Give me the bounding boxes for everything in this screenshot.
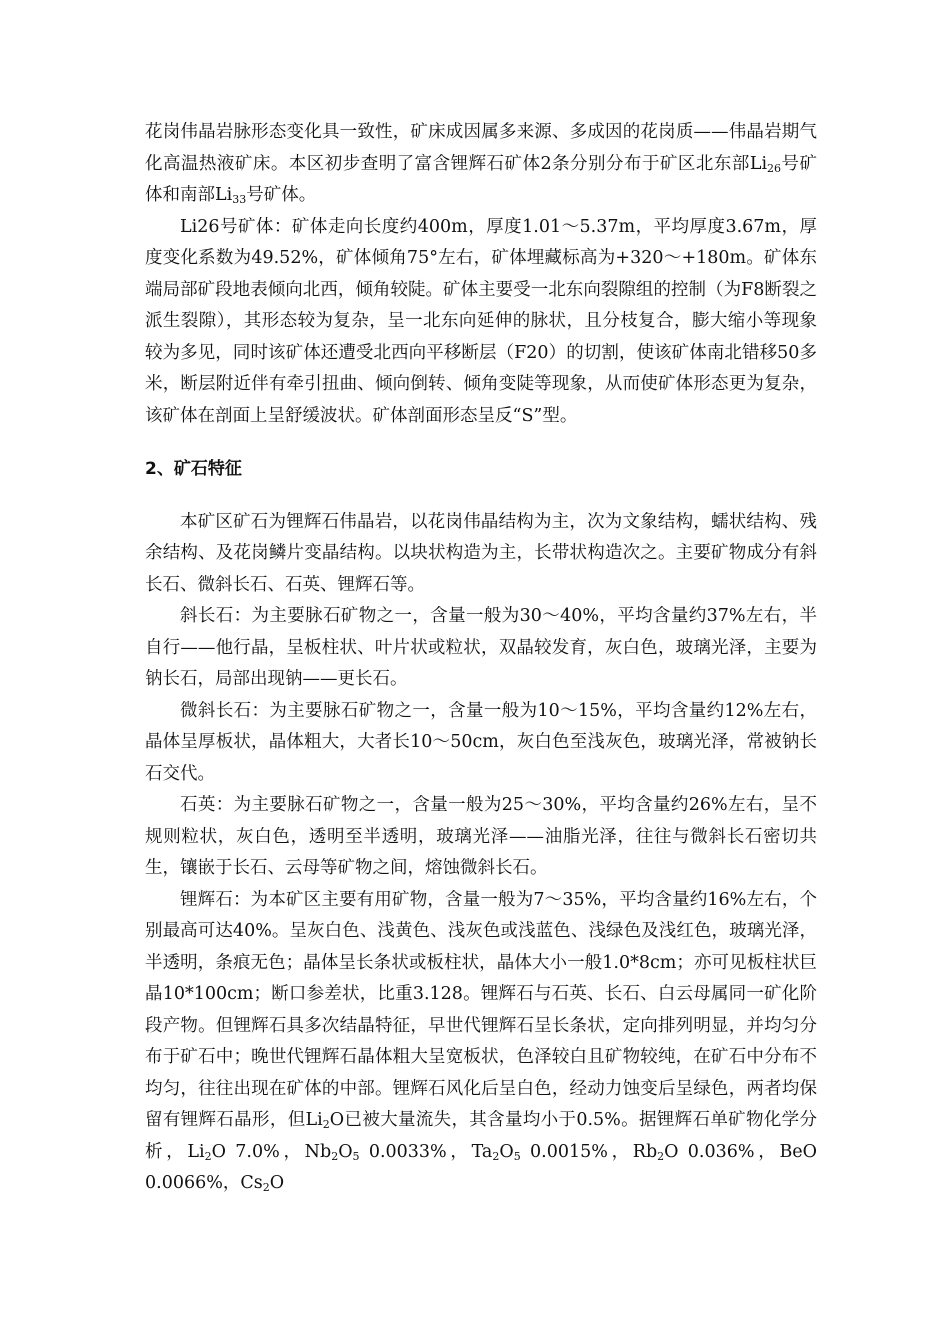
paragraph-quartz [145, 790, 817, 885]
paragraph-text: 0.0015%，Rb [520, 1141, 658, 1162]
paragraph-text: 锂辉石：为本矿区主要有用矿物，含量一般为7～35%，平均含量约16%左右，个别最高可达40%。呈灰白色、浅黄色、浅灰色或浅蓝色、浅绿色及浅红色，玻璃光泽，半透明，条痕无色；晶体呈长条状或板柱状，晶体大小一般1.0*8cm；亦可见板柱状巨晶10*100cm；断口参差状，比重3.128。锂辉石与石英、长石、白云母属同一矿化阶段产物。但锂辉石具多次结晶特征，早世代锂辉石呈长条状，定向排列明显，并均匀分布于矿石中；晚世代锂辉石晶体粗大呈宽板状，色泽较白且矿物较纯，在矿石中分布不均匀，往往出现在矿体的中部。锂辉石风化后呈白色，经动力蚀变后呈绿色，两者均保留有锂辉石晶形，但Li [145, 889, 817, 1130]
paragraph-text: O [338, 1141, 353, 1162]
paragraph-intro [145, 117, 817, 212]
section-heading: 2、矿石特征 [145, 459, 242, 479]
subscript-text: 2 [657, 1149, 665, 1163]
paragraph-microcline [145, 696, 817, 791]
subscript-text: 2 [331, 1149, 339, 1163]
paragraph-text: 花岗伟晶岩脉形态变化具一致性，矿床成因属多来源、多成因的花岗质——伟晶岩期气化高温热液矿床。本区初步查明了富含锂辉石矿体2条分别分布于矿区北东部Li [145, 122, 817, 174]
paragraph-plagioclase [145, 601, 817, 696]
subscript-text: 2 [204, 1149, 212, 1163]
subscript-text: 33 [232, 193, 247, 206]
subscript-text: 5 [513, 1149, 521, 1163]
paragraphs-bottom [145, 507, 817, 1200]
paragraph-spodumene [145, 885, 817, 1200]
paragraph-li26 [145, 212, 817, 433]
paragraph-text: O [269, 1173, 285, 1193]
paragraph-text: 0.0033%，Ta [359, 1141, 493, 1162]
paragraph-text: 号矿体和南部Li [145, 153, 817, 205]
subscript-text: 26 [767, 161, 782, 175]
paragraph-text: O [499, 1141, 514, 1162]
paragraph-text: O已被大量流失，其含量均小于0.5%。据锂辉石单矿物化学分析，Li [145, 1110, 818, 1162]
subscript-text: 2 [262, 1181, 270, 1194]
subscript-text: 2 [492, 1149, 500, 1163]
paragraph-text: O 7.0%，Nb [211, 1141, 332, 1162]
document-body [145, 117, 817, 1200]
paragraph-ore [145, 507, 817, 602]
subscript-text: 2 [322, 1118, 330, 1131]
subscript-text: 5 [352, 1149, 360, 1163]
paragraph-text: 本矿区矿石为锂辉石伟晶岩，以花岗伟晶结构为主，次为文象结构，蠕状结构、残余结构、及花岗鳞片变晶结构。以块状构造为主，长带状构造次之。主要矿物成分有斜长石、微斜长石、石英、锂辉石等。 [145, 511, 817, 595]
paragraphs-top [145, 117, 817, 432]
paragraph-text: 号矿体。 [246, 185, 317, 205]
paragraph-text: Li26号矿体：矿体走向长度约400m，厚度1.01～5.37m，平均厚度3.67m，厚度变化系数为49.52%，矿体倾角75°左右，矿体埋藏标高为+320～+180m。矿体东端局部矿段地表倾向北西，倾角较陡。矿体主要受一北东向裂隙组的控制（为F8断裂之派生裂隙），其形态较为复杂，呈一北东向延伸的脉状，且分枝复合，膨大缩小等现象较为多见，同时该矿体还遭受北西向平移断层（F20）的切割，使该矿体南北错移50多米，断层附近伴有牵引扭曲、倾向倒转、倾角变陡等现象，从而使矿体形态更为复杂，该矿体在剖面上呈舒缓波状。矿体剖面形态呈反“S”型。 [145, 216, 817, 426]
paragraph-text: O 0.036%，BeO 0.0066%，Cs [145, 1141, 818, 1193]
paragraph-text: 微斜长石：为主要脉石矿物之一，含量一般为10～15%，平均含量约12%左右，晶体呈厚板状，晶体粗大，大者长10～50cm，灰白色至浅灰色，玻璃光泽，常被钠长石交代。 [145, 700, 817, 784]
paragraph-text: 斜长石：为主要脉石矿物之一，含量一般为30～40%，平均含量约37%左右，半自行——他行晶，呈板柱状、叶片状或粒状，双晶较发育，灰白色，玻璃光泽，主要为钠长石，局部出现钠——更长石。 [145, 606, 817, 689]
paragraph-text: 石英：为主要脉石矿物之一，含量一般为25～30%，平均含量约26%左右，呈不规则粒状，灰白色，透明至半透明，玻璃光泽——油脂光泽，往往与微斜长石密切共生，镶嵌于长石、云母等矿物之间，熔蚀微斜长石。 [145, 795, 817, 878]
